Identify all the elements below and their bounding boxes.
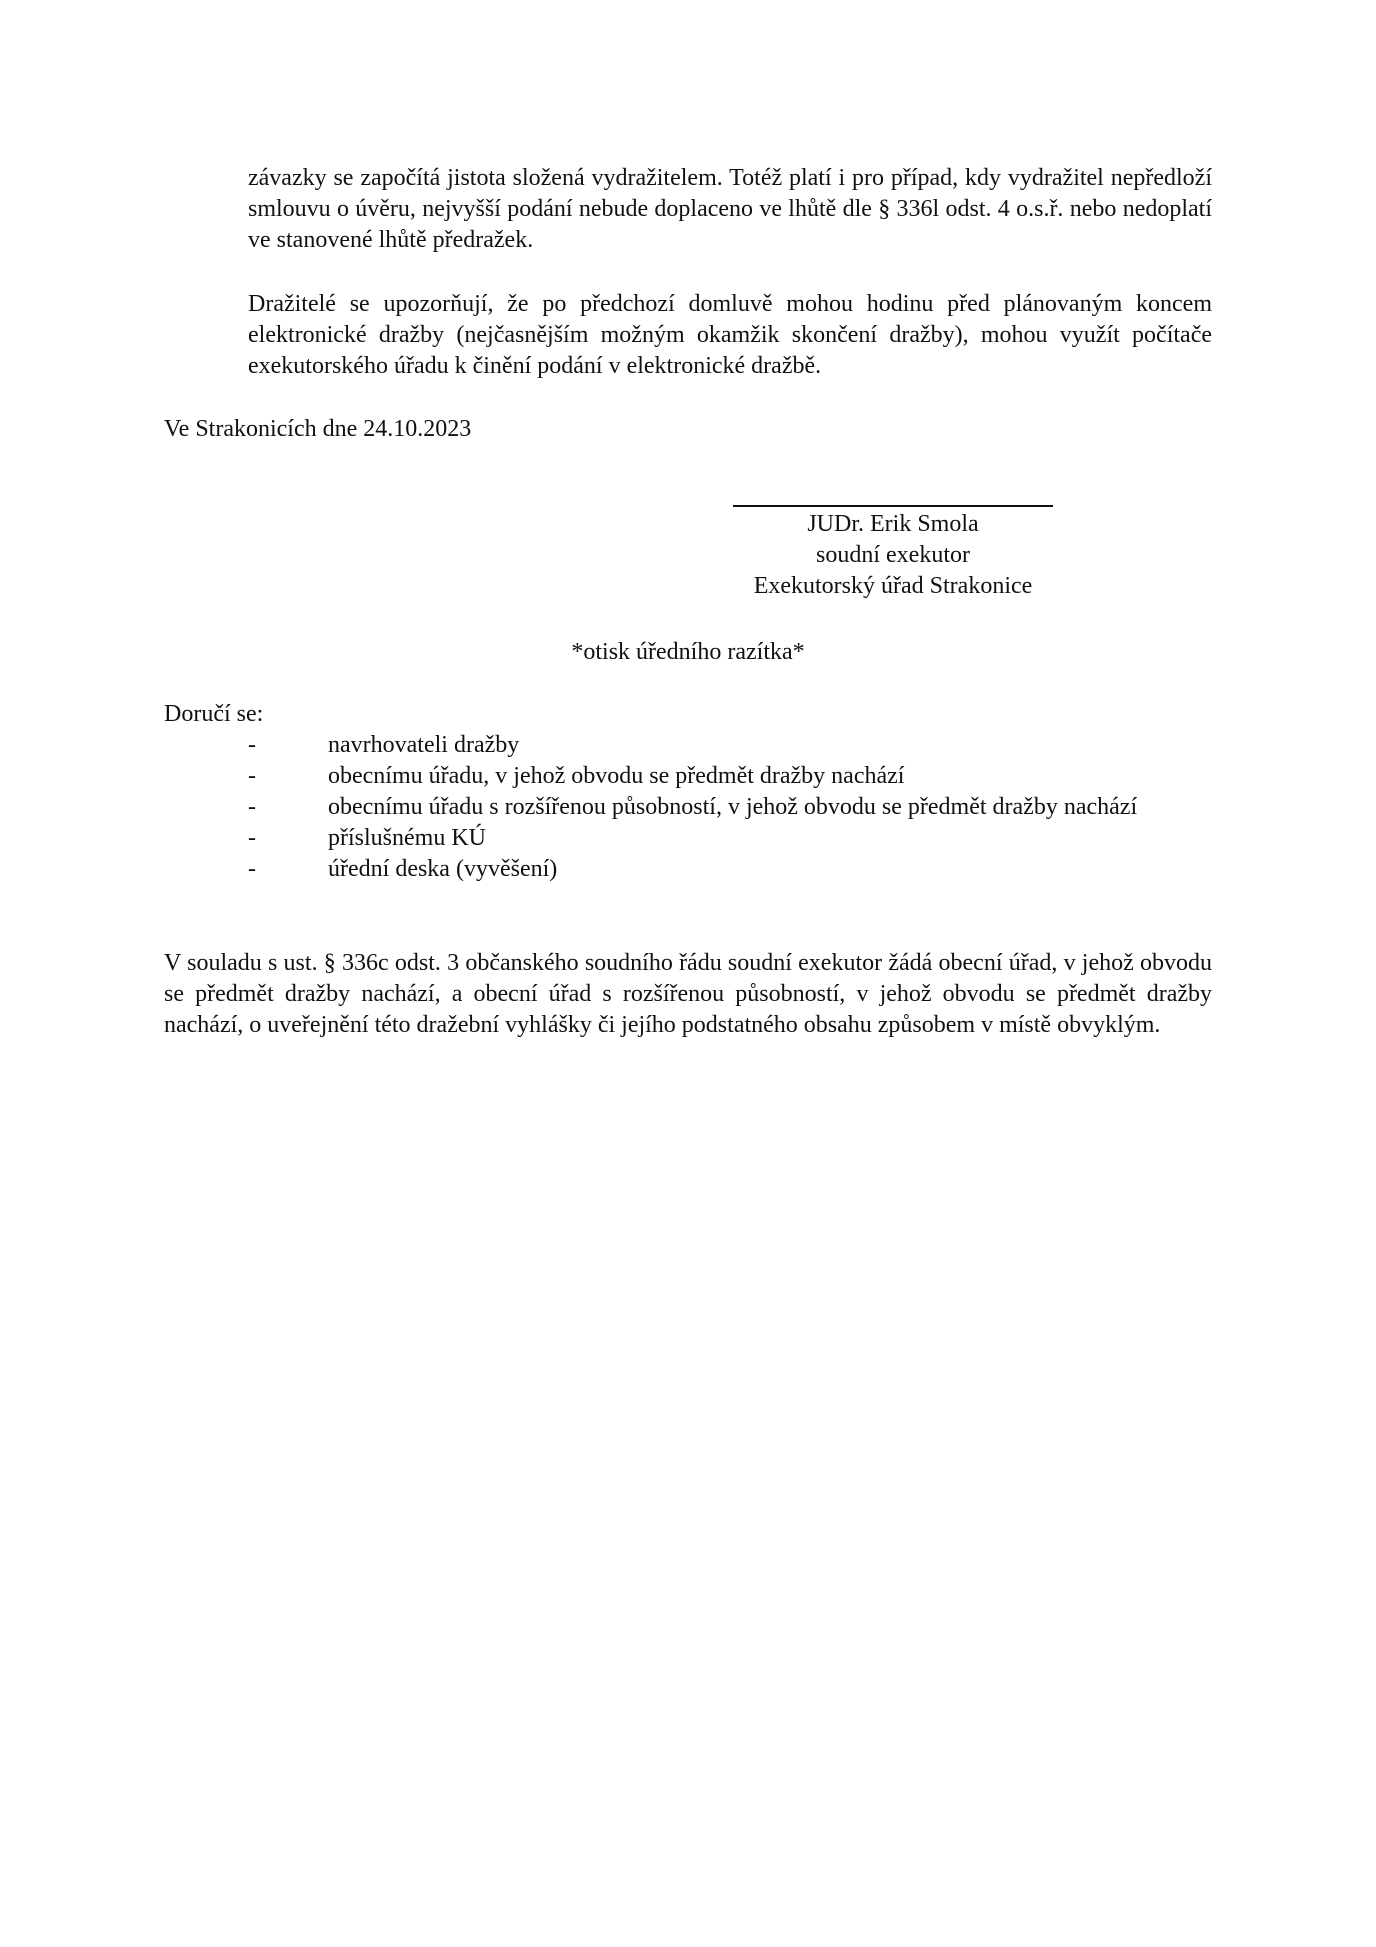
list-item-text: příslušnému KÚ (328, 825, 486, 851)
list-item-text: obecnímu úřadu s rozšířenou působností, v jehož obvodu se předmět dražby nachází (328, 794, 1138, 820)
place-date-line: Ve Strakonicích dne 24.10.2023 (164, 416, 472, 442)
signatory-role: soudní exekutor (816, 542, 970, 568)
signatory-name: JUDr. Erik Smola (807, 511, 979, 537)
list-item-text: navrhovateli dražby (328, 732, 520, 758)
list-item-text: obecnímu úřadu, v jehož obvodu se předmět dražby nachází (328, 763, 905, 789)
paragraph-publication-request: V souladu s ust. § 336c odst. 3 občanského soudního řádu soudní exekutor žádá obecní úřad, v jehož obvodu se předmět dražby nachází, a obecní úřad s rozšířenou působností, v jehož obvodu se předmět dražby nachází, o uveřejnění této dražební vyhlášky či jejího podstatného obsahu způsobem v místě obvyklým. (164, 950, 1212, 1038)
list-item (248, 823, 1212, 854)
list-item-text: úřední deska (vyvěšení) (328, 856, 558, 882)
signature-block (713, 509, 1073, 602)
list-dash: - (248, 763, 256, 789)
signature-line (733, 505, 1053, 507)
list-dash: - (248, 856, 256, 882)
delivery-list (248, 730, 1212, 885)
stamp-placeholder: *otisk úředního razítka* (571, 639, 805, 665)
paragraph-jistota: závazky se započítá jistota složená vydražitelem. Totéž platí i pro případ, kdy vydražitel nepředloží smlouvu o úvěru, nejvyšší podání nebude doplaceno ve lhůtě dle § 336l odst. 4 o.s.ř. nebo nedoplatí ve stanovené lhůtě předražek. (248, 165, 1212, 253)
paragraph-bidders-notice: Dražitelé se upozorňují, že po předchozí domluvě mohou hodinu před plánovaným koncem elektronické dražby (nejčasnějším možným okamžik skončení dražby), mohou využít počítače exekutorského úřadu k činění podání v elektronické dražbě. (248, 291, 1212, 379)
signatory-office: Exekutorský úřad Strakonice (753, 573, 1033, 599)
list-item (248, 761, 1212, 792)
list-item (248, 792, 1212, 823)
delivery-heading: Doručí se: (164, 701, 264, 727)
list-dash: - (248, 794, 256, 820)
list-item (248, 854, 1212, 885)
list-item (248, 730, 1212, 761)
list-dash: - (248, 732, 256, 758)
list-dash: - (248, 825, 256, 851)
